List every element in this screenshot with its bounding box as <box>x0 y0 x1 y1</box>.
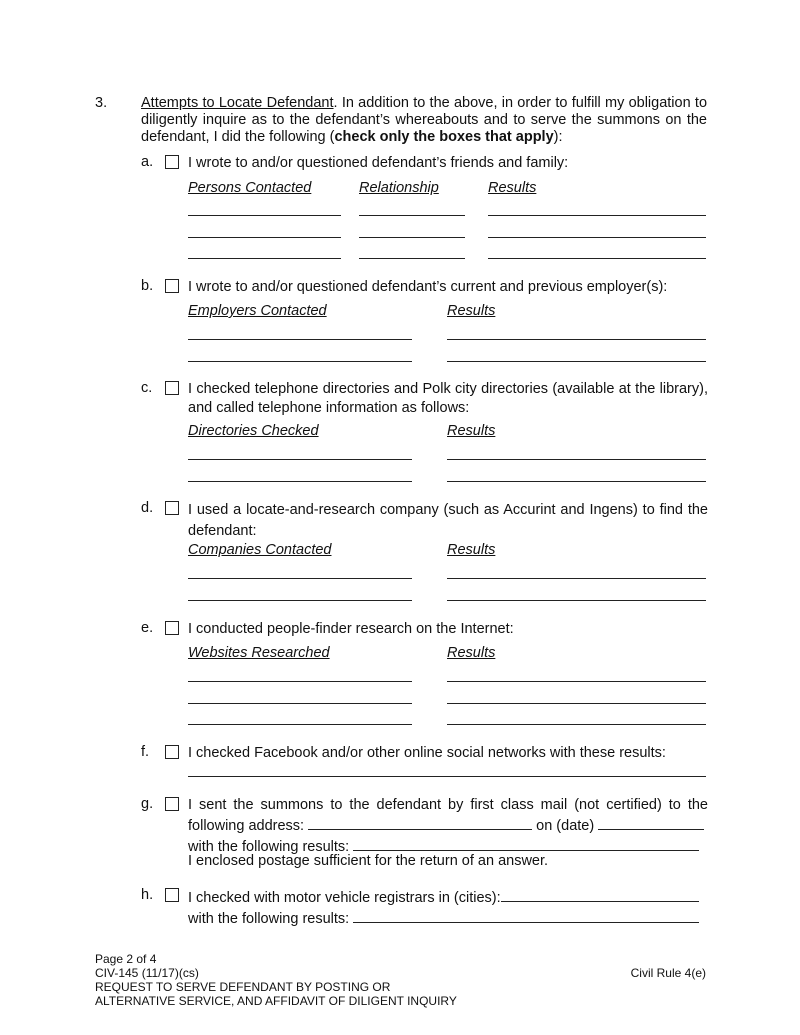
item-e-line[interactable] <box>188 724 412 725</box>
item-b-line[interactable] <box>188 361 412 362</box>
item-a-line[interactable] <box>488 258 706 259</box>
item-b-checkbox[interactable] <box>165 279 179 293</box>
item-f-text: I checked Facebook and/or other online social networks with these results: <box>188 745 666 761</box>
item-f-checkbox[interactable] <box>165 745 179 759</box>
item-h-text: I checked with motor vehicle registrars in (cities): <box>188 890 501 906</box>
item-g-address-field[interactable] <box>308 815 532 830</box>
item-e-header-websites: Websites Researched <box>188 645 330 661</box>
item-g-results-field[interactable] <box>353 836 699 851</box>
item-g-checkbox[interactable] <box>165 797 179 811</box>
section-intro-text: . In addition to the above, in order to fulfill my obligation to diligently inquire as to the defendant’s whereabouts and to serve the summons on the defendant, I did the following ( <box>141 95 708 145</box>
item-a-line[interactable] <box>359 258 465 259</box>
footer-title-line1: REQUEST TO SERVE DEFENDANT BY POSTING OR <box>95 980 391 994</box>
item-e-line[interactable] <box>447 703 706 704</box>
item-g-results-label: with the following results: <box>188 839 350 855</box>
item-d-line[interactable] <box>188 600 412 601</box>
item-g-letter: g. <box>141 796 154 812</box>
item-h-letter: h. <box>141 887 154 903</box>
item-c-header-results: Results <box>447 423 496 439</box>
item-d-line[interactable] <box>447 578 706 579</box>
item-e-letter: e. <box>141 620 154 636</box>
item-a-text: I wrote to and/or questioned defendant’s friends and family: <box>188 155 569 171</box>
footer-page: Page 2 of 4 <box>95 952 157 966</box>
item-b-line[interactable] <box>188 339 412 340</box>
item-g-date-field[interactable] <box>598 815 704 830</box>
item-a-line[interactable] <box>188 237 341 238</box>
item-a-header-persons: Persons Contacted <box>188 180 312 196</box>
item-b-line[interactable] <box>447 361 706 362</box>
item-h-checkbox[interactable] <box>165 888 179 902</box>
item-d-letter: d. <box>141 500 154 516</box>
item-a-line[interactable] <box>359 215 465 216</box>
footer-left <box>95 952 457 1008</box>
item-e-line[interactable] <box>188 703 412 704</box>
item-b-header-results: Results <box>447 303 496 319</box>
item-c-checkbox[interactable] <box>165 381 179 395</box>
item-g-text: I sent the summons to the defendant by first class mail (not certified) to the <box>188 797 708 813</box>
footer-rule: Civil Rule 4(e) <box>630 966 706 980</box>
item-c-line[interactable] <box>188 481 412 482</box>
item-d-header-companies: Companies Contacted <box>188 542 332 558</box>
item-a-line[interactable] <box>188 215 341 216</box>
section-instruction: check only the boxes that apply <box>334 129 554 145</box>
section-number: 3. <box>95 95 108 111</box>
footer-title-line2: ALTERNATIVE SERVICE, AND AFFIDAVIT OF DILIGENT INQUIRY <box>95 994 457 1008</box>
item-b-header-employers: Employers Contacted <box>188 303 327 319</box>
item-g-date-label: on (date) <box>536 818 595 834</box>
section-intro-end: ): <box>553 129 563 145</box>
item-b-text: I wrote to and/or questioned defendant’s current and previous employer(s): <box>188 279 668 295</box>
item-g-address-label: following address: <box>188 818 305 834</box>
item-e-line[interactable] <box>447 681 706 682</box>
item-f-letter: f. <box>141 744 150 760</box>
item-a-line[interactable] <box>488 237 706 238</box>
item-h-results-label: with the following results: <box>188 911 350 927</box>
item-c-line[interactable] <box>447 459 706 460</box>
item-g-postage-text: I enclosed postage sufficient for the return of an answer. <box>188 853 549 869</box>
item-c-text: I checked telephone directories and Polk city directories (available at the library), and called telephone information as follows: <box>188 381 708 416</box>
item-c-line[interactable] <box>447 481 706 482</box>
item-a-letter: a. <box>141 154 154 170</box>
item-a-line[interactable] <box>359 237 465 238</box>
section-heading: Attempts to Locate Defendant <box>141 95 334 111</box>
item-a-checkbox[interactable] <box>165 155 179 169</box>
footer-form-id: CIV-145 (11/17)(cs) <box>95 966 199 980</box>
item-e-checkbox[interactable] <box>165 621 179 635</box>
item-d-line[interactable] <box>447 600 706 601</box>
section-intro <box>141 95 707 146</box>
item-e-header-results: Results <box>447 645 496 661</box>
item-d-text: I used a locate-and-research company (such as Accurint and Ingens) to find the defendant: <box>188 502 708 539</box>
item-h-results-row <box>188 908 699 929</box>
item-c-header-directories: Directories Checked <box>188 423 319 439</box>
item-c-letter: c. <box>141 380 153 396</box>
item-d-header-results: Results <box>447 542 496 558</box>
item-a-line[interactable] <box>188 258 341 259</box>
item-c-line[interactable] <box>188 459 412 460</box>
item-a-header-results: Results <box>488 180 537 196</box>
item-d-line[interactable] <box>188 578 412 579</box>
item-e-line[interactable] <box>188 681 412 682</box>
item-b-line[interactable] <box>447 339 706 340</box>
item-e-line[interactable] <box>447 724 706 725</box>
item-h-results-field[interactable] <box>353 908 699 923</box>
item-e-text: I conducted people-finder research on the Internet: <box>188 621 514 637</box>
item-b-letter: b. <box>141 278 154 294</box>
item-a-header-relationship: Relationship <box>359 180 439 196</box>
item-g-address-row <box>188 815 704 836</box>
item-d-checkbox[interactable] <box>165 501 179 515</box>
item-h-cities-field[interactable] <box>501 887 699 902</box>
item-h-cities-row <box>188 887 699 908</box>
item-a-line[interactable] <box>488 215 706 216</box>
item-f-line[interactable] <box>188 776 706 777</box>
